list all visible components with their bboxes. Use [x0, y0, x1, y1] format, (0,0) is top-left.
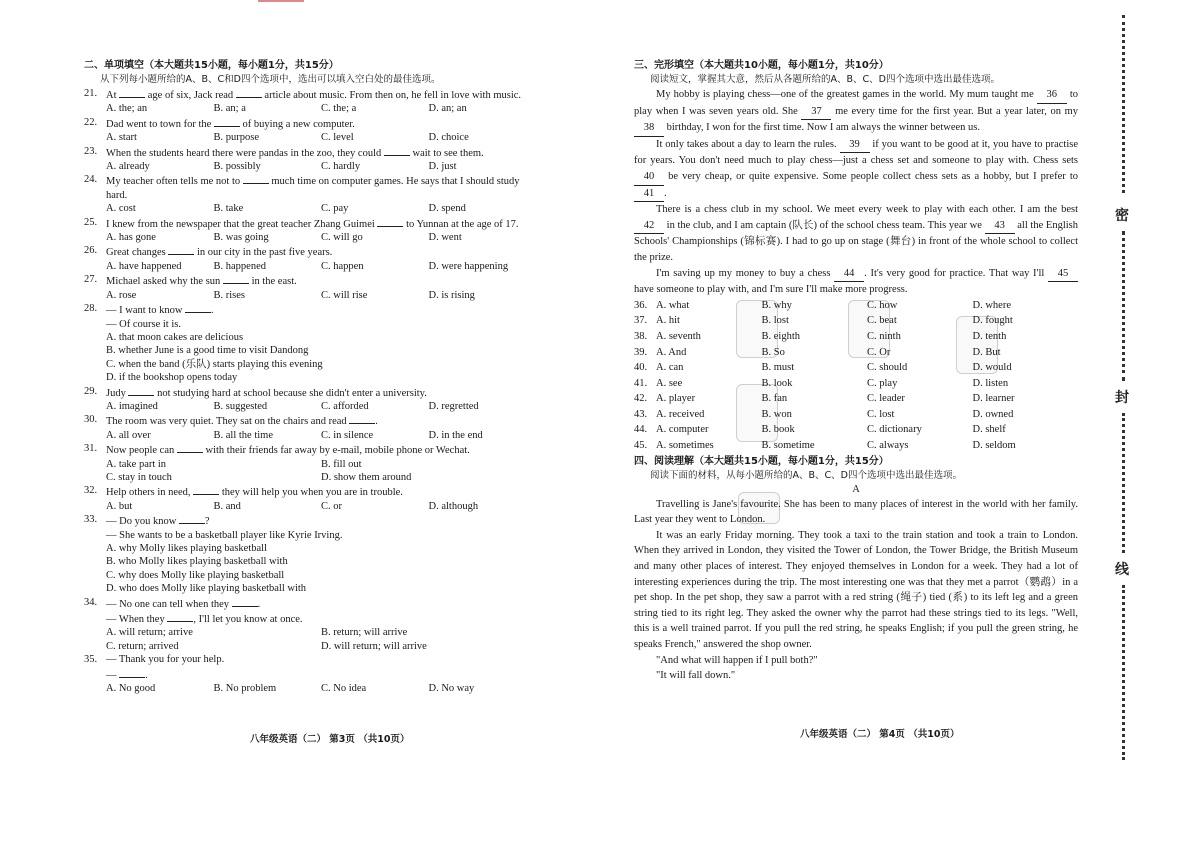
passage-text: .	[664, 187, 667, 199]
question-25	[84, 216, 536, 245]
option-a: A. player	[656, 393, 696, 405]
question-number: 39.	[634, 346, 648, 358]
question-text: in the east.	[251, 276, 297, 288]
question-number: 33.	[84, 514, 98, 526]
question-text: I knew from the newspaper that the great teacher Zhang Guimei	[106, 218, 375, 230]
question-text: The room was very quiet. They sat on the chairs and read	[106, 416, 347, 428]
question-number: 36.	[634, 299, 648, 311]
option-b: B. and	[213, 500, 241, 512]
option-a: A. see	[656, 377, 683, 389]
answer-blank	[128, 385, 154, 396]
dialogue-line: —	[106, 669, 117, 681]
cloze-option-row-44	[634, 422, 1078, 438]
question-number: 41.	[634, 377, 648, 389]
option-d: D. would	[972, 362, 1012, 374]
question-text: Dad went to town for the	[106, 118, 212, 130]
binding-char-seal-2: 封	[1115, 390, 1129, 406]
option-c: C. the; a	[321, 103, 357, 115]
dialogue-line: , I'll let you know at once.	[193, 614, 303, 626]
option-b: B. sometime	[761, 440, 815, 452]
option-d: D. learner	[972, 393, 1015, 405]
option-b: B. why	[761, 299, 792, 311]
question-number: 29.	[84, 385, 98, 397]
page-footer-4: 八年级英语（二） 第4页 （共10页）	[800, 729, 960, 740]
option-b: B. suggested	[213, 400, 268, 412]
question-21	[84, 87, 536, 116]
option-b: B. So	[761, 346, 785, 358]
passage-text: There is a chess club in my school. We meet every week to play with each other. I am the best	[656, 204, 1078, 216]
option-c: C. leader	[867, 393, 905, 405]
question-22	[84, 116, 536, 145]
section-title-reading: 四、阅读理解（本大题共15小题，每小题1分，共15分）	[634, 455, 889, 467]
option-c: C. when the band (乐队) starts playing this evening	[106, 358, 323, 370]
answer-blank	[119, 87, 145, 98]
question-text: Judy	[106, 387, 126, 399]
option-d: D. tenth	[972, 330, 1007, 342]
option-c: C. dictionary	[867, 424, 922, 436]
exam-page-4	[634, 58, 1078, 684]
question-number: 24.	[84, 174, 98, 186]
question-32	[84, 484, 536, 513]
option-b: B. an; a	[213, 103, 246, 115]
option-b: B. book	[761, 424, 795, 436]
reading-paragraph-2: It was an early Friday morning. They took a taxi to the train station and took a train to London. When they arrived in London, they visited the Tower of London, the Tower Bridge, the British Museum and many other places of interest. They enjoyed themselves in London for a week. They had a lot of interesting experiences during the trip. The most interesting one was that they met a parrot（鹦鹉）in a pet shop. In the pet shop, they saw a parrot with a red string (绳子) tied (系) to its left leg and a green string tied to its right leg. They asked the owner why the parrot had these strings tied to its legs. "Well, this is a well trained parrot. If you pull the red string, he speaks English; if you pull the green string, he speaks French," answered the shop owner.	[634, 529, 1078, 650]
cloze-option-row-42	[634, 391, 1078, 407]
cloze-option-row-39	[634, 345, 1078, 361]
question-text: Now people can	[106, 445, 175, 457]
question-number: 37.	[634, 315, 648, 327]
question-30	[84, 413, 536, 442]
question-number: 26.	[84, 245, 98, 257]
reading-quote-1: "And what will happen if I pull both?"	[656, 654, 818, 666]
question-text: with their friends far away by e-mail, mobile phone or Wechat.	[205, 445, 470, 457]
option-b: B. return; will arrive	[321, 627, 408, 639]
question-text: When the students heard there were pandas in the zoo, they could	[106, 147, 382, 159]
passage-text: I'm saving up my money to buy a chess	[656, 267, 831, 279]
option-c: C. stay in touch	[106, 471, 172, 483]
answer-blank	[384, 145, 410, 156]
option-b: B. eighth	[761, 330, 800, 342]
option-a: A. received	[656, 408, 705, 420]
question-31	[84, 442, 536, 484]
question-text: they will help you when you are in trouble.	[221, 487, 403, 499]
binding-char-line: 线	[1115, 562, 1129, 578]
dotted-line	[1122, 15, 1125, 193]
option-a: A. but	[106, 500, 133, 512]
option-c: C. will go	[321, 232, 363, 244]
option-b: B. who Molly likes playing basketball with	[106, 556, 288, 568]
cloze-paragraph-4	[634, 266, 1078, 298]
section-instruction: 从下列每小题所给的A、B、C和D四个选项中，选出可以填入空白处的最佳选项。	[100, 74, 441, 85]
option-c: C. level	[321, 132, 354, 144]
option-d: D. shelf	[972, 424, 1006, 436]
option-c: C. lost	[867, 408, 895, 420]
cloze-blank-45: 45	[1048, 266, 1078, 283]
question-text: Help others in need,	[106, 487, 191, 499]
question-text: not studying hard at school because she didn't enter a university.	[157, 387, 427, 399]
option-c: C. should	[867, 362, 908, 374]
option-a: A. take part in	[106, 458, 167, 470]
exam-page-3	[84, 58, 536, 695]
cloze-paragraph-3	[634, 202, 1078, 265]
cloze-paragraph-2	[634, 137, 1078, 202]
option-d: D. who does Molly like playing basketball with	[106, 583, 307, 595]
option-a: A. hit	[656, 315, 680, 327]
option-a: A. computer	[656, 424, 709, 436]
option-d: D. choice	[428, 132, 469, 144]
question-24	[84, 173, 536, 215]
question-number: 44.	[634, 424, 648, 436]
question-number: 34.	[84, 596, 98, 608]
dialogue-line: — Do you know	[106, 516, 177, 528]
option-a: A. all over	[106, 429, 151, 441]
option-a: A. has gone	[106, 232, 156, 244]
question-33: 33. — Do you know ? — She wants to be a basketball player like Kyrie Irving. A. why Molly likes playing basketball B. who Molly likes playing basketball with C. why does Molly like playing basketball D. who does Molly like playing basketball with	[84, 513, 536, 595]
option-c: C. always	[867, 440, 909, 452]
dialogue-line: — I want to know	[106, 305, 183, 317]
option-b: B. rises	[213, 289, 245, 301]
option-d: D. an; an	[428, 103, 467, 115]
option-d: D. although	[428, 500, 479, 512]
answer-blank	[243, 173, 269, 184]
red-top-mark	[258, 0, 304, 2]
option-a: A. why Molly likes playing basketball	[106, 543, 267, 554]
question-28: 28. — I want to know . — Of course it is. A. that moon cakes are delicious B. whether June is a good time to visit Dandong C. when the band (乐队) starts playing this evening D. if the bookshop opens today	[84, 302, 536, 384]
question-number: 21.	[84, 88, 98, 99]
option-b: B. happened	[213, 260, 266, 272]
option-c: C. or	[321, 500, 342, 512]
option-a: A. No good	[106, 683, 156, 695]
question-number: 38.	[634, 330, 648, 342]
option-d: D. regretted	[428, 400, 479, 412]
answer-blank	[349, 413, 375, 424]
binding-line	[1112, 15, 1138, 760]
option-d: D. listen	[972, 377, 1009, 389]
section-title-cloze: 三、完形填空（本大题共10小题，每小题1分，共10分）	[634, 60, 889, 71]
passage-text: be very cheap, or quite expensive. Some people collect chess sets as a hobby, but I prefer to	[668, 170, 1078, 182]
answer-blank	[193, 484, 219, 495]
question-text: to Yunnan at the age of 17.	[406, 218, 519, 230]
cloze-options	[634, 298, 1078, 454]
answer-blank	[236, 87, 262, 98]
passage-text: birthday, I won for the first time. Now I am always the winner between us.	[666, 122, 980, 134]
option-d: D. owned	[972, 408, 1014, 420]
option-d: D. will return; will arrive	[321, 640, 427, 652]
answer-blank	[177, 442, 203, 453]
passage-text: My hobby is playing chess—one of the greatest games in the world. My mum taught me	[656, 89, 1034, 100]
question-number: 31.	[84, 443, 98, 455]
dialogue-line: — Thank you for your help.	[106, 654, 225, 666]
option-d: D. just	[428, 161, 457, 173]
question-text: in our city in the past five years.	[197, 247, 333, 259]
question-text: much time on computer games. He says that I should study hard.	[106, 176, 520, 201]
question-number: 42.	[634, 393, 648, 405]
option-c: C. happen	[321, 260, 364, 272]
option-a: A. already	[106, 161, 150, 173]
question-number: 40.	[634, 362, 648, 374]
question-text: of buying a new computer.	[242, 118, 355, 130]
option-b: B. was going	[213, 232, 269, 244]
passage-text: . It's very good for practice. That way I'll	[864, 267, 1045, 279]
question-text: wait to see them.	[412, 147, 484, 159]
question-text: article about music. From then on, he fell in love with music.	[264, 90, 522, 101]
option-a: A. the; an	[106, 103, 148, 115]
cloze-blank-43: 43	[985, 218, 1015, 235]
cloze-option-row-38	[634, 329, 1078, 345]
option-d: D. in the end	[428, 429, 483, 441]
question-23	[84, 145, 536, 174]
answer-blank	[185, 302, 211, 313]
option-a: A. what	[656, 299, 690, 311]
section-instruction: 阅读短文，掌握其大意，然后从各题所给的A、B、C、D四个选项中选出最佳选项。	[650, 74, 1000, 85]
dotted-line	[1122, 585, 1125, 760]
answer-blank	[377, 216, 403, 227]
option-a: A. imagined	[106, 400, 158, 412]
option-b: B. whether June is a good time to visit Dandong	[106, 345, 309, 357]
option-b: B. purpose	[213, 132, 259, 144]
page-footer-3: 八年级英语（二） 第3页 （共10页）	[250, 734, 410, 745]
option-a: A. can	[656, 362, 684, 374]
answer-blank	[179, 513, 205, 524]
option-a: A. that moon cakes are delicious	[106, 331, 244, 343]
question-text: My teacher often tells me not to	[106, 176, 241, 188]
question-text: At	[106, 90, 117, 101]
passage-text: to play when I was seven years old. She	[634, 89, 1079, 117]
question-34: 34. — No one can tell when they . — When they , I'll let you know at once. A. will return; arrive B. return; will arrive C. return; arrived D. will return; will arrive	[84, 596, 536, 654]
option-a: A. have happened	[106, 260, 182, 272]
option-b: B. must	[761, 362, 795, 374]
option-c: C. why does Molly like playing basketball	[106, 569, 285, 581]
option-d: D. went	[428, 232, 462, 244]
question-number: 32.	[84, 485, 98, 497]
option-b: B. fan	[761, 393, 788, 405]
option-c: C. will rise	[321, 289, 368, 301]
answer-blank	[167, 611, 193, 622]
passage-text: all the English Schools' Championships (锦标赛). I had to go up on stage (舞台) in front of the whole school to collect the prize.	[634, 219, 1078, 263]
option-b: B. No problem	[213, 683, 277, 695]
cloze-option-row-45	[634, 438, 1078, 454]
option-b: B. look	[761, 377, 793, 389]
question-26	[84, 244, 536, 273]
option-b: B. take	[213, 203, 244, 215]
cloze-blank-38: 38	[634, 120, 664, 137]
question-number: 22.	[84, 116, 98, 128]
question-number: 30.	[84, 414, 98, 426]
dialogue-line: — When they	[106, 614, 165, 626]
option-b: B. won	[761, 408, 792, 420]
option-b: B. all the time	[213, 429, 273, 441]
option-a: A. rose	[106, 289, 137, 301]
cloze-blank-37: 37	[801, 104, 831, 121]
option-c: C. ninth	[867, 330, 901, 342]
cloze-blank-41: 41	[634, 186, 664, 203]
question-29	[84, 385, 536, 414]
section-title-single-choice: 二、单项填空（本大题共15小题，每小题1分，共15分）	[84, 60, 339, 71]
dotted-line	[1122, 231, 1125, 381]
option-c: C. beat	[867, 315, 897, 327]
dialogue-line: — Of course it is.	[106, 318, 181, 330]
reading-paragraph-1: Travelling is Jane's favourite. She has been to many places of interest in the world with her family. Last year they went to London.	[634, 498, 1078, 526]
option-d: D. show them around	[321, 471, 412, 483]
option-a: A. sometimes	[656, 440, 714, 452]
dialogue-line: — She wants to be a basketball player like Kyrie Irving.	[106, 529, 343, 541]
question-text: .	[375, 416, 378, 428]
option-b: B. fill out	[321, 458, 362, 470]
passage-text: in the club, and I am captain (队长) of the school chess team. This year we	[666, 219, 982, 231]
question-number: 35.	[84, 654, 98, 666]
option-c: C. return; arrived	[106, 640, 179, 652]
option-a: A. cost	[106, 203, 136, 215]
option-a: A. seventh	[656, 330, 701, 342]
question-number: 23.	[84, 145, 98, 157]
cloze-blank-39: 39	[840, 137, 870, 154]
passage-text: if you want to be good at it, you have to practise for years. You don't need much to play chess—just a chess set and someone to play with. Chess sets	[634, 138, 1079, 167]
question-number: 45.	[634, 440, 648, 452]
cloze-paragraph-1	[634, 87, 1078, 137]
option-a: A. start	[106, 132, 137, 144]
answer-blank	[223, 273, 249, 284]
question-text: age of six, Jack read	[147, 90, 234, 101]
option-c: C. No idea	[321, 683, 367, 695]
cloze-blank-40: 40	[634, 169, 664, 186]
option-b: B. lost	[761, 315, 789, 327]
question-text: Michael asked why the sun	[106, 276, 221, 288]
question-number: 28.	[84, 303, 98, 315]
option-d: D. seldom	[972, 440, 1016, 452]
passage-label: A	[852, 483, 860, 495]
answer-blank	[168, 244, 194, 255]
passage-text: me every time for the first year. But a year later, on my	[835, 105, 1079, 117]
option-c: C. in silence	[321, 429, 374, 441]
cloze-option-row-43	[634, 407, 1078, 423]
option-d: D. spend	[428, 203, 466, 215]
dialogue-line: — No one can tell when they	[106, 598, 230, 610]
cloze-blank-42: 42	[634, 218, 664, 235]
answer-blank	[214, 116, 240, 127]
question-27	[84, 273, 536, 302]
option-a: A. And	[656, 346, 687, 358]
dotted-line	[1122, 413, 1125, 553]
answer-blank	[119, 667, 145, 678]
question-35: 35. — Thank you for your help. — . A. No good B. No problem C. No idea D. No way	[84, 653, 536, 695]
binding-char-seal: 密	[1115, 208, 1129, 224]
option-c: C. hardly	[321, 161, 361, 173]
answer-blank	[232, 596, 258, 607]
question-number: 25.	[84, 216, 98, 228]
option-d: D. No way	[428, 683, 475, 695]
option-b: B. possibly	[213, 161, 261, 173]
cloze-option-row-40	[634, 360, 1078, 376]
cloze-option-row-37	[634, 313, 1078, 329]
cloze-blank-44: 44	[834, 266, 864, 283]
option-c: C. afforded	[321, 400, 369, 412]
option-d: D. But	[972, 346, 1001, 358]
question-number: 27.	[84, 274, 98, 286]
option-d: D. were happening	[428, 260, 509, 272]
reading-quote-2: "It will fall down."	[656, 670, 736, 682]
option-d: D. is rising	[428, 289, 475, 301]
cloze-option-row-36	[634, 298, 1078, 314]
option-c: C. Or	[867, 346, 891, 358]
cloze-blank-36: 36	[1037, 87, 1067, 104]
option-c: C. how	[867, 299, 898, 311]
option-c: C. play	[867, 377, 898, 389]
option-d: D. where	[972, 299, 1011, 311]
option-c: C. pay	[321, 203, 349, 215]
option-d: D. fought	[972, 315, 1013, 327]
passage-text: have someone to play with, and I'm sure I'll make more progress.	[634, 284, 908, 296]
section-instruction: 阅读下面的材料，从每小题所给的A、B、C、D四个选项中选出最佳选项。	[650, 469, 962, 481]
cloze-option-row-41	[634, 376, 1078, 392]
passage-text: It only takes about a day to learn the rules.	[656, 138, 837, 150]
question-number: 43.	[634, 408, 648, 420]
option-a: A. will return; arrive	[106, 627, 193, 639]
option-d: D. if the bookshop opens today	[106, 372, 238, 384]
question-text: Great changes	[106, 247, 166, 259]
